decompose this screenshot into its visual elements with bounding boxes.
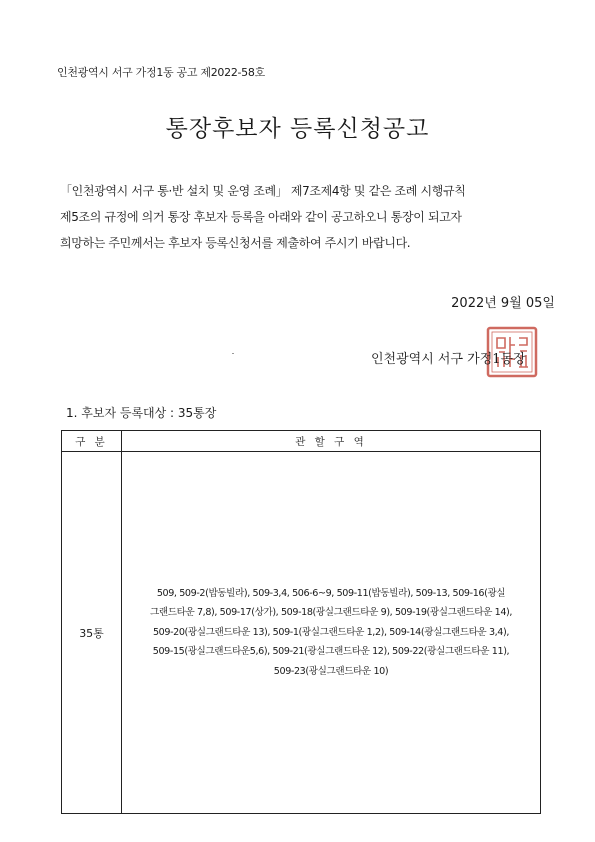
jurisdiction-table bbox=[61, 430, 541, 814]
signature-block bbox=[365, 340, 560, 380]
scan-speck bbox=[232, 353, 234, 354]
area-line: 509-23(광실그랜드타운 10) bbox=[273, 665, 389, 677]
section-heading: 1. 후보자 등록대상 : 35통장 bbox=[66, 406, 217, 420]
area-line: 509-15(광실그랜드타운5,6), 509-21(광실그랜드타운 12), 509-22(광실그랜드타운 11), bbox=[152, 646, 510, 658]
area-line: 509, 509-2(밥동빌라), 509-3,4, 506-6~9, 509-11(밥동빌라), 509-13, 509-16(광실 bbox=[156, 587, 506, 599]
notice-body bbox=[60, 178, 540, 256]
page-title: 통장후보자 등록신청공고 bbox=[165, 116, 430, 142]
notice-body-line: 제5조의 규정에 의거 통장 후보자 등록을 아래와 같이 공고하오니 통장이 되고자 bbox=[60, 210, 462, 224]
area-line: 509-20(광실그랜드타운 13), 509-1(광실그랜드타운 1,2), 509-14(광실그랜드타운 3,4), bbox=[152, 626, 510, 638]
column-header-area: 관 할 구 역 bbox=[122, 431, 541, 452]
tong-number-cell: 35통 bbox=[62, 452, 122, 814]
table-header-row bbox=[62, 431, 541, 452]
table-row bbox=[62, 452, 541, 814]
signer-name: 인천광역시 서구 가정1동장 bbox=[371, 352, 526, 367]
area-line: 그랜드타운 7,8), 509-17(상가), 509-18(광실그랜드타운 9), 509-19(광실그랜드타운 14), bbox=[149, 607, 513, 619]
area-list-cell bbox=[122, 452, 541, 814]
notice-body-line: 희망하는 주민께서는 후보자 등록신청서를 제출하여 주시기 바랍니다. bbox=[60, 236, 411, 250]
column-header-category: 구 분 bbox=[62, 431, 122, 452]
notice-date: 2022년 9월 05일 bbox=[451, 296, 555, 311]
notice-number: 인천광역시 서구 가정1동 공고 제2022-58호 bbox=[57, 66, 265, 79]
notice-body-line: 「인천광역시 서구 통·반 설치 및 운영 조례」 제7조제4항 및 같은 조례 시행규칙 bbox=[60, 184, 466, 198]
